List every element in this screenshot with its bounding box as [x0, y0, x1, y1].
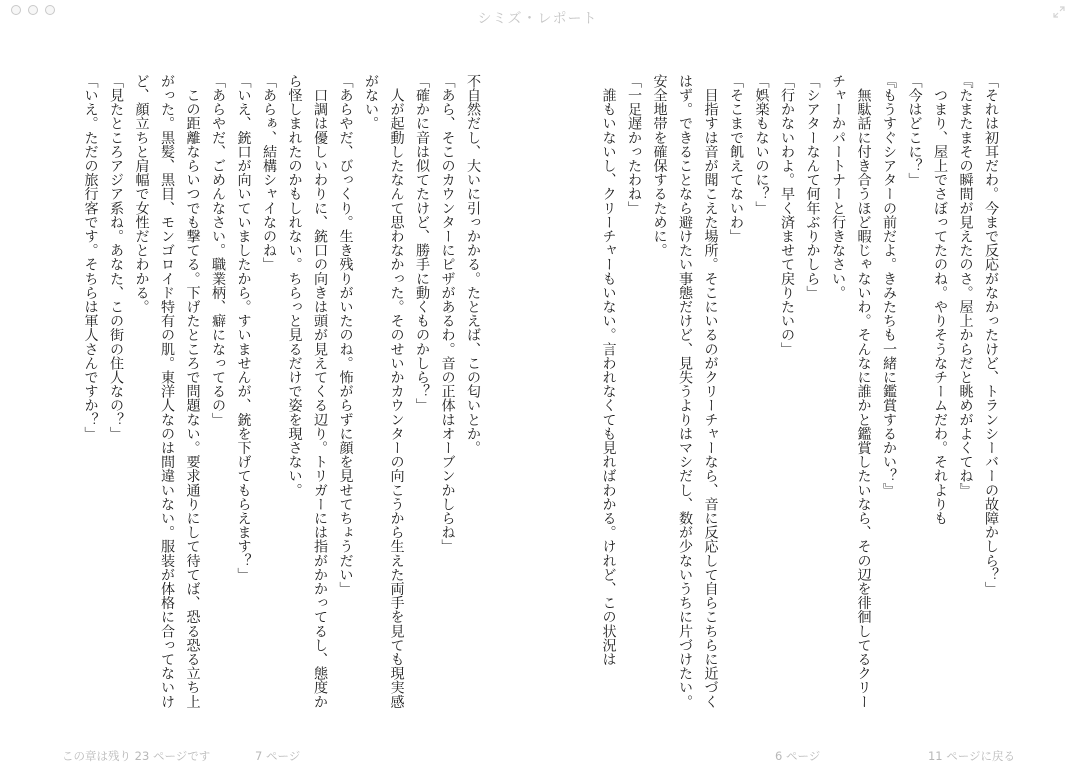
left-page-number: 7 ページ [255, 749, 301, 763]
chapter-remaining-label: この章は残り 23 ページです [62, 749, 211, 763]
paragraph: 「あら、そこのカウンターにピザがあるわ。音の正体はオーブンかしらね」 [439, 74, 456, 554]
paragraph: 「あらぁ、結構シャイなのね」 [261, 74, 277, 272]
paragraph: 「そこまで飢えてないわ」 [728, 74, 744, 244]
back-to-page-link[interactable]: 11 ページに戻る [927, 749, 1015, 763]
paragraph: 「いえ、銃口が向いていましたから。すいませんが、銃を下げてもらえます？」 [235, 74, 252, 582]
paragraph: 人が起動したなんて思わなかった。そのせいかカウンターの向こうから生えた両手を見ても現実感がない。 [363, 74, 405, 709]
window-title: シミズ・レポート [477, 11, 598, 27]
fullscreen-icon[interactable] [1053, 6, 1065, 18]
paragraph: 「娯楽もないのに？」 [753, 74, 770, 215]
title-bar [0, 0, 1075, 34]
paragraph: 「それは初耳だわ。今まで反応がなかったけど、トランシーバーの故障かしら？」 [983, 74, 999, 596]
left-page-text [65, 74, 485, 714]
paragraph: 「今はどこに？」 [906, 74, 923, 187]
paragraph: 口調は優しいわりに、銃口の向きは頭が見えてくる辺り。トリガーには指がかかってるし、態度から怪しまれたのかもしれない。ちらっと見るだけで姿を現さない。 [286, 74, 328, 709]
paragraph: 『もうすぐシアターの前だよ。きみたちも一緒に鑑賞するかい？』 [881, 74, 897, 497]
right-page-number: 6 ページ [775, 749, 821, 763]
paragraph: この距離ならいつでも撃てる。下げたところで問題ない。要求通りにして待てば、恐る恐る立ち上がった。黒髪、黒目、モンゴロイド特有の肌。東洋人なのは間違いない。服装が体格に合ってないけど、顔立ちと肩幅で女性だとわかる。 [133, 74, 201, 709]
paragraph: 誰もいないし、クリーチャーもいない。言われなくても見ればわかる。けれど、この状況は [600, 74, 617, 667]
paragraph: 「一足遅かったわね」 [626, 74, 642, 215]
paragraph: 「あらやだ、ごめんなさい。職業柄、癖になってるの」 [210, 74, 226, 427]
paragraph: 『たまたまその瞬間が見えたのさ。屋上からだと眺めがよくてね』 [957, 74, 974, 497]
right-page-text [543, 74, 1003, 714]
paragraph: 「見たところアジア系ね。あなた、この街の住人なの？」 [108, 74, 124, 441]
paragraph: 「シアターなんて何年ぶりかしら」 [804, 74, 821, 300]
paragraph: 目指すは音が聞こえた場所。そこにいるのがクリーチャーなら、音に反応して自らこちらに近づくはず。できることなら避けたい事態だけど、見失うよりはマシだし、数が少ないうちに片づけたい。安全地帯を確保するために。 [651, 74, 719, 709]
paragraph: 「あらやだ、びっくり。生き残りがいたのね。怖がらずに顔を見せてちょうだい」 [337, 74, 354, 596]
paragraph: 「確かに音は似てたけど、勝手に動くものかしら？」 [414, 74, 430, 413]
paragraph: 「いえ。ただの旅行客です。そちらは軍人さんですか？」 [82, 74, 99, 441]
paragraph: 不自然だし、大いに引っかかる。たとえば、この匂いとか。 [465, 74, 481, 455]
paragraph: 「行かないわよ。早く済ませて戻りたいの」 [779, 74, 795, 356]
paragraph: つまり、屋上でさぼってたのね。やりそうなチームだわ。それよりも [932, 74, 948, 526]
paragraph: 無駄話に付き合うほど暇じゃないわ。そんなに誰かと鑑賞したいなら、その辺を徘徊してるクリーチャーかパートナーと行きなさい。 [830, 74, 872, 709]
